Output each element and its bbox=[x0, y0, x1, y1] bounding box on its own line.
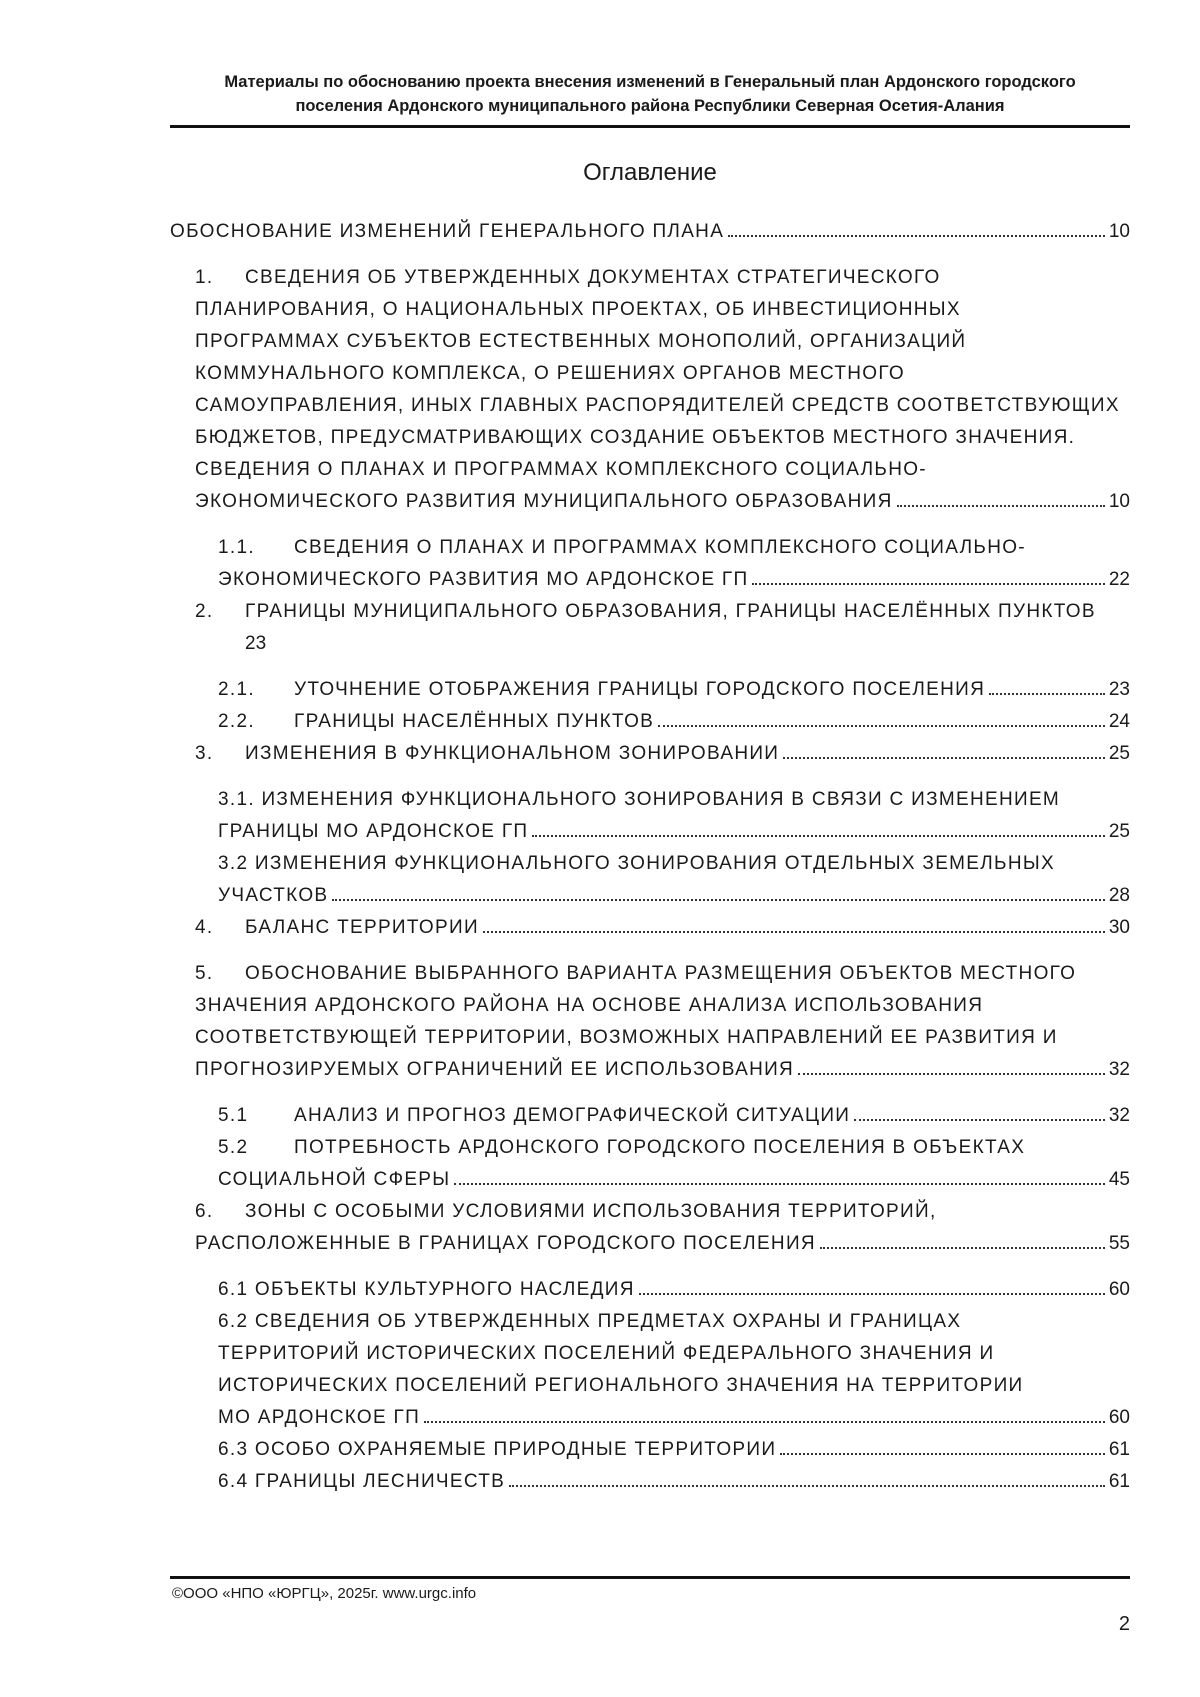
toc-entry-6-4[interactable] bbox=[170, 1466, 1130, 1498]
toc-entry-text: МО АРДОНСКОЕ ГП bbox=[218, 1407, 421, 1428]
toc-page-number: 60 bbox=[1108, 1407, 1130, 1428]
dot-leader bbox=[483, 931, 1105, 933]
toc-entry-3-2[interactable] bbox=[170, 848, 1130, 912]
toc-entry-2[interactable] bbox=[170, 596, 1130, 660]
toc-entry-text: СООТВЕТСТВУЮЩЕЙ ТЕРРИТОРИИ, ВОЗМОЖНЫХ НАПРАВЛЕНИЙ ЕЕ РАЗВИТИЯ И bbox=[195, 1027, 1058, 1048]
dot-leader bbox=[658, 725, 1105, 727]
toc-entry-text: ПЛАНИРОВАНИЯ, О НАЦИОНАЛЬНЫХ ПРОЕКТАХ, ОБ ИНВЕСТИЦИОННЫХ bbox=[195, 299, 961, 320]
toc-entry-text: ГРАНИЦЫ МО АРДОНСКОЕ ГП bbox=[218, 821, 529, 842]
toc-entry-text: 6.4 ГРАНИЦЫ ЛЕСНИЧЕСТВ bbox=[218, 1471, 506, 1492]
toc-entry-text: ИСТОРИЧЕСКИХ ПОСЕЛЕНИЙ РЕГИОНАЛЬНОГО ЗНАЧЕНИЯ НА ТЕРРИТОРИИ bbox=[218, 1375, 1024, 1396]
table-of-contents bbox=[170, 216, 1130, 1498]
toc-entry-number: 1. bbox=[195, 267, 214, 288]
toc-page-number: 28 bbox=[1108, 885, 1130, 906]
toc-entry-3-1[interactable] bbox=[170, 784, 1130, 848]
toc-entry-text: СВЕДЕНИЯ ОБ УТВЕРЖДЕННЫХ ДОКУМЕНТАХ СТРАТЕГИЧЕСКОГО bbox=[245, 267, 941, 288]
toc-page-number: 30 bbox=[1108, 917, 1130, 938]
toc-page-number: 32 bbox=[1108, 1105, 1130, 1126]
toc-page-number: 23 bbox=[245, 633, 267, 654]
toc-entry-text: УТОЧНЕНИЕ ОТОБРАЖЕНИЯ ГРАНИЦЫ ГОРОДСКОГО ПОСЕЛЕНИЯ bbox=[294, 679, 986, 700]
toc-entry-text: ГРАНИЦЫ МУНИЦИПАЛЬНОГО ОБРАЗОВАНИЯ, ГРАНИЦЫ НАСЕЛЁННЫХ ПУНКТОВ bbox=[245, 601, 1096, 622]
toc-entry-text: ТЕРРИТОРИЙ ИСТОРИЧЕСКИХ ПОСЕЛЕНИЙ ФЕДЕРАЛЬНОГО ЗНАЧЕНИЯ И bbox=[218, 1343, 995, 1364]
toc-entry-2-1[interactable] bbox=[170, 674, 1130, 706]
toc-entry-text: ПРОГРАММАХ СУБЪЕКТОВ ЕСТЕСТВЕННЫХ МОНОПОЛИЙ, ОРГАНИЗАЦИЙ bbox=[195, 331, 967, 352]
dot-leader bbox=[989, 693, 1105, 695]
toc-entry-number: 5.1 bbox=[218, 1105, 249, 1126]
toc-entry-text: РАСПОЛОЖЕННЫЕ В ГРАНИЦАХ ГОРОДСКОГО ПОСЕЛЕНИЯ bbox=[195, 1233, 816, 1254]
toc-entry-text: УЧАСТКОВ bbox=[218, 885, 329, 906]
footer-divider bbox=[170, 1576, 1130, 1579]
toc-page-number: 24 bbox=[1108, 711, 1130, 732]
toc-entry-5-2[interactable] bbox=[170, 1132, 1130, 1196]
toc-page-number: 61 bbox=[1108, 1471, 1130, 1492]
toc-title: Оглавление bbox=[583, 159, 717, 186]
toc-entry-text: ЗНАЧЕНИЯ АРДОНСКОГО РАЙОНА НА ОСНОВЕ АНАЛИЗА ИСПОЛЬЗОВАНИЯ bbox=[195, 995, 984, 1016]
toc-entry-text: АНАЛИЗ И ПРОГНОЗ ДЕМОГРАФИЧЕСКОЙ СИТУАЦИИ bbox=[294, 1105, 851, 1126]
toc-page-number: 61 bbox=[1108, 1439, 1130, 1460]
dot-leader bbox=[752, 583, 1104, 585]
dot-leader bbox=[897, 505, 1105, 507]
toc-entry-text: БЮДЖЕТОВ, ПРЕДУСМАТРИВАЮЩИХ СОЗДАНИЕ ОБЪЕКТОВ МЕСТНОГО ЗНАЧЕНИЯ. bbox=[195, 427, 1076, 448]
toc-entry-text: ЗОНЫ С ОСОБЫМИ УСЛОВИЯМИ ИСПОЛЬЗОВАНИЯ ТЕРРИТОРИЙ, bbox=[245, 1201, 937, 1222]
toc-entry-2-2[interactable] bbox=[170, 706, 1130, 738]
page-number: 2 bbox=[1118, 1613, 1130, 1635]
toc-entry-text: 3.1. ИЗМЕНЕНИЯ ФУНКЦИОНАЛЬНОГО ЗОНИРОВАНИЯ В СВЯЗИ С ИЗМЕНЕНИЕМ bbox=[218, 789, 1061, 810]
toc-entry-text: ОБОСНОВАНИЕ ВЫБРАННОГО ВАРИАНТА РАЗМЕЩЕНИЯ ОБЪЕКТОВ МЕСТНОГО bbox=[245, 963, 1077, 984]
toc-entry-6[interactable] bbox=[170, 1196, 1130, 1260]
toc-entry-text: 6.2 СВЕДЕНИЯ ОБ УТВЕРЖДЕННЫХ ПРЕДМЕТАХ ОХРАНЫ И ГРАНИЦАХ bbox=[218, 1311, 962, 1332]
dot-leader bbox=[454, 1183, 1104, 1185]
toc-entry-5[interactable] bbox=[170, 958, 1130, 1086]
document-header bbox=[170, 70, 1130, 118]
toc-entry-number: 2. bbox=[195, 601, 214, 622]
toc-page-number: 10 bbox=[1108, 221, 1130, 242]
toc-entry-3[interactable] bbox=[170, 738, 1130, 770]
toc-page-number: 55 bbox=[1108, 1233, 1130, 1254]
toc-page-number: 32 bbox=[1108, 1059, 1130, 1080]
header-line-2: поселения Ардонского муниципального района Республики Северная Осетия-Алания bbox=[295, 97, 1005, 115]
toc-entry-number: 2.2. bbox=[218, 711, 255, 732]
toc-page-number: 45 bbox=[1108, 1169, 1130, 1190]
dot-leader bbox=[798, 1073, 1105, 1075]
toc-entry-number: 5. bbox=[195, 963, 214, 984]
dot-leader bbox=[509, 1485, 1105, 1487]
toc-entry-text: ГРАНИЦЫ НАСЕЛЁННЫХ ПУНКТОВ bbox=[294, 711, 655, 732]
toc-entry-text: 6.3 ОСОБО ОХРАНЯЕМЫЕ ПРИРОДНЫЕ ТЕРРИТОРИИ bbox=[218, 1439, 777, 1460]
toc-entry-5-1[interactable] bbox=[170, 1100, 1130, 1132]
toc-entry-number: 5.2 bbox=[218, 1137, 249, 1158]
toc-entry-1[interactable] bbox=[170, 262, 1130, 518]
toc-page-number: 25 bbox=[1108, 821, 1130, 842]
toc-entry-text: БАЛАНС ТЕРРИТОРИИ bbox=[245, 917, 479, 938]
toc-page-number: 60 bbox=[1108, 1279, 1130, 1300]
toc-entry-number: 3. bbox=[195, 743, 214, 764]
header-divider bbox=[170, 125, 1130, 128]
dot-leader bbox=[780, 1453, 1105, 1455]
dot-leader bbox=[728, 235, 1105, 237]
dot-leader bbox=[424, 1421, 1105, 1423]
dot-leader bbox=[639, 1293, 1105, 1295]
toc-entry-text: СВЕДЕНИЯ О ПЛАНАХ И ПРОГРАММАХ КОМПЛЕКСНОГО СОЦИАЛЬНО- bbox=[195, 459, 927, 480]
dot-leader bbox=[532, 835, 1104, 837]
toc-entry-4[interactable] bbox=[170, 912, 1130, 944]
toc-entry-number: 6. bbox=[195, 1201, 214, 1222]
toc-entry-text: ПОТРЕБНОСТЬ АРДОНСКОГО ГОРОДСКОГО ПОСЕЛЕНИЯ В ОБЪЕКТАХ bbox=[294, 1137, 1026, 1158]
header-line-1: Материалы по обоснованию проекта внесения изменений в Генеральный план Ардонского городского bbox=[224, 73, 1076, 91]
dot-leader bbox=[332, 899, 1104, 901]
toc-page-number: 10 bbox=[1108, 491, 1130, 512]
toc-entry-text: 6.1 ОБЪЕКТЫ КУЛЬТУРНОГО НАСЛЕДИЯ bbox=[218, 1279, 635, 1300]
dot-leader bbox=[820, 1247, 1105, 1249]
toc-page-number: 22 bbox=[1108, 569, 1130, 590]
toc-entry-6-2[interactable] bbox=[170, 1306, 1130, 1434]
toc-entry-text: СОЦИАЛЬНОЙ СФЕРЫ bbox=[218, 1169, 451, 1190]
footer-copyright: ©ООО «НПО «ЮРГЦ», 2025г. www.urgc.info bbox=[172, 1585, 477, 1602]
toc-entry-text: 3.2 ИЗМЕНЕНИЯ ФУНКЦИОНАЛЬНОГО ЗОНИРОВАНИЯ ОТДЕЛЬНЫХ ЗЕМЕЛЬНЫХ bbox=[218, 853, 1055, 874]
toc-entry-text: СВЕДЕНИЯ О ПЛАНАХ И ПРОГРАММАХ КОМПЛЕКСНОГО СОЦИАЛЬНО- bbox=[294, 537, 1026, 558]
toc-entry-text: ОБОСНОВАНИЕ ИЗМЕНЕНИЙ ГЕНЕРАЛЬНОГО ПЛАНА bbox=[170, 221, 725, 242]
toc-entry-text: САМОУПРАВЛЕНИЯ, ИНЫХ ГЛАВНЫХ РАСПОРЯДИТЕЛЕЙ СРЕДСТВ СООТВЕТСТВУЮЩИХ bbox=[195, 395, 1120, 416]
toc-entry-text: ЭКОНОМИЧЕСКОГО РАЗВИТИЯ МУНИЦИПАЛЬНОГО ОБРАЗОВАНИЯ bbox=[195, 491, 893, 512]
toc-entry-main[interactable] bbox=[170, 216, 1130, 248]
dot-leader bbox=[854, 1119, 1105, 1121]
toc-entry-text: ПРОГНОЗИРУЕМЫХ ОГРАНИЧЕНИЙ ЕЕ ИСПОЛЬЗОВАНИЯ bbox=[195, 1059, 795, 1080]
toc-entry-1-1[interactable] bbox=[170, 532, 1130, 596]
toc-page-number: 23 bbox=[1108, 679, 1130, 700]
toc-page-number: 25 bbox=[1108, 743, 1130, 764]
dot-leader bbox=[783, 757, 1105, 759]
toc-entry-text: КОММУНАЛЬНОГО КОМПЛЕКСА, О РЕШЕНИЯХ ОРГАНОВ МЕСТНОГО bbox=[195, 363, 905, 384]
toc-entry-6-1[interactable] bbox=[170, 1274, 1130, 1306]
toc-entry-number: 2.1. bbox=[218, 679, 255, 700]
toc-entry-number: 1.1. bbox=[218, 537, 255, 558]
toc-entry-text: ЭКОНОМИЧЕСКОГО РАЗВИТИЯ МО АРДОНСКОЕ ГП bbox=[218, 569, 749, 590]
toc-entry-text: ИЗМЕНЕНИЯ В ФУНКЦИОНАЛЬНОМ ЗОНИРОВАНИИ bbox=[245, 743, 780, 764]
toc-entry-6-3[interactable] bbox=[170, 1434, 1130, 1466]
toc-entry-number: 4. bbox=[195, 917, 214, 938]
